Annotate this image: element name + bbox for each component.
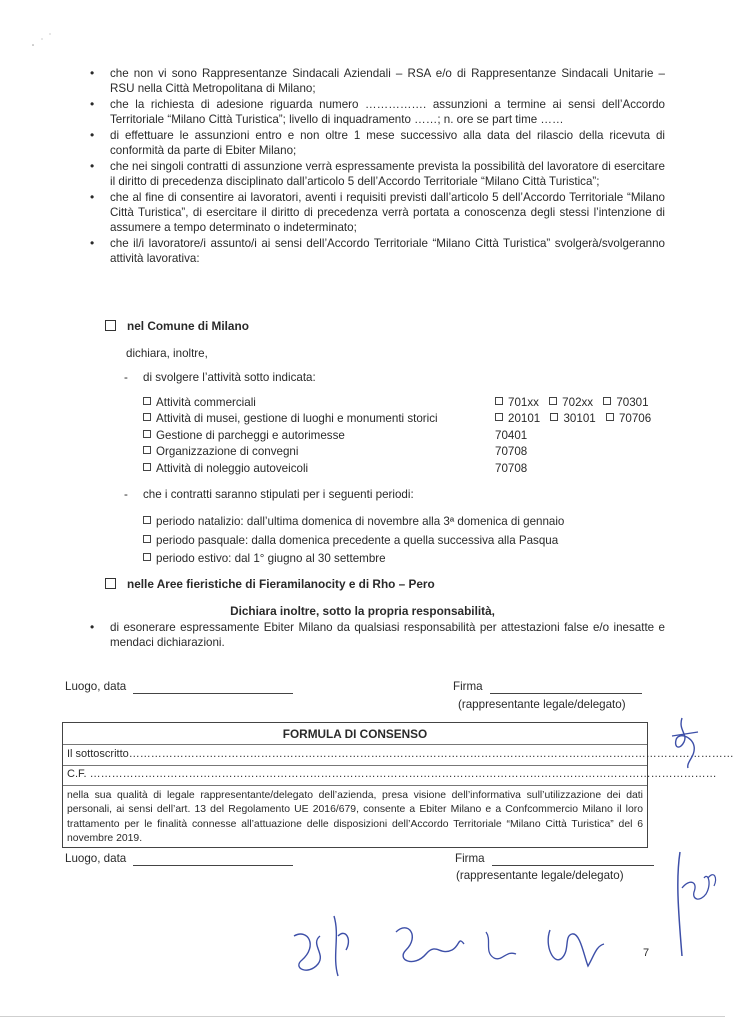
firma-label: Firma [455,852,485,865]
bullet-symbol: • [90,235,95,250]
responsabilita-heading: Dichiara inoltre, sotto la propria responsabilità, [230,604,495,618]
activity-checkbox[interactable] [143,413,151,421]
option-comune-milano[interactable] [105,319,249,333]
period-checkbox[interactable] [143,535,151,543]
activity-label: Attività di musei, gestione di luoghi e monumenti storici [156,412,438,426]
code-checkbox[interactable] [495,397,503,405]
bullet-item [90,190,665,236]
consent-title: FORMULA DI CONSENSO [282,727,428,741]
handwritten-initial-side [668,712,704,772]
luogo-data-line[interactable] [133,853,293,866]
bullet-text: di effettuare le assunzioni entro e non oltre 1 mese successivo alla data del rilascio della ricevuta di conformità da parte di Ebiter Milano; [110,128,665,158]
period-item [143,550,564,569]
dichiara-inoltre: dichiara, inoltre, [126,347,208,360]
bullet-item [90,620,665,650]
activity-row [143,395,663,411]
firma-field-2[interactable] [455,851,654,866]
bullet-symbol: • [90,66,95,80]
activity-code: 70708 [495,445,528,459]
bullet-symbol: • [90,127,95,142]
consent-text: nella sua qualità di legale rappresentante/delegato dell’azienda, presa visione dell’informativa sull’utilizzazione dei dati personali, ai sensi dell’art. 13 del Regolamento UE 2016/679, consente a Ebiter Milano e a Confcommercio Milano il loro trattamento per le finalità connesse all’attuazione delle disposizioni dell’Accordo Territoriale “Milano Città Turistica” del 6 novembre 2019. [67,790,643,844]
codice-fiscale-field[interactable]: C.F. ……………………………………………………………………………………………………………………………………………………… [67,768,717,780]
period-item [143,532,564,551]
code-checkbox[interactable] [550,413,558,421]
option-aree-fieristiche[interactable] [105,577,435,591]
bullet-item [90,159,665,189]
code-checkbox[interactable] [606,413,614,421]
activity-label: Attività di noleggio autoveicoli [156,461,309,475]
bullet-item [90,97,665,127]
option-aree-fieristiche-label: nelle Aree fieristiche di Fieramilanocity e di Rho – Pero [127,577,435,591]
firma-role: (rappresentante legale/delegato) [456,869,624,882]
option-comune-milano-label: nel Comune di Milano [127,319,249,333]
code-checkbox[interactable] [495,413,503,421]
activity-code: 30101 [563,412,596,426]
dash-bullet: - [124,488,128,501]
periods-intro: che i contratti saranno stipulati per i seguenti periodi: [143,488,414,501]
activity-row [143,444,663,460]
esonero-bullet [90,620,665,651]
luogo-data-field[interactable] [65,679,293,694]
bullet-text: che non vi sono Rappresentanze Sindacali Aziendali – RSA e/o di Rappresentanze Sindacali Unitarie – RSU nella Città Metropolitana di Milano; [110,67,665,96]
firma-line[interactable] [490,681,642,694]
activities-list [143,395,663,477]
bullet-text: che nei singoli contratti di assunzione verrà espressamente prevista la possibilità del lavoratore di esercitare il diritto di precedenza disciplinato dall’articolo 5 dell’Accordo Territoriale “Milano Città Turistica”; [110,159,665,188]
consent-divider [63,765,647,766]
checkbox-aree-fieristiche[interactable] [105,578,116,589]
bullet-symbol: • [90,96,95,111]
firma-line[interactable] [492,853,654,866]
luogo-data-label: Luogo, data [65,852,127,865]
code-checkbox[interactable] [603,397,611,405]
svolgere-intro: di svolgere l’attività sotto indicata: [143,371,316,384]
firma-field[interactable] [453,679,642,694]
firma-label: Firma [453,680,483,693]
period-item [143,513,564,532]
periods-list [143,513,564,569]
period-checkbox[interactable] [143,516,151,524]
firma-role: (rappresentante legale/delegato) [458,698,626,711]
code-checkbox[interactable] [549,397,557,405]
consent-divider [63,785,647,786]
bullet-symbol: • [90,620,95,634]
activity-code: 70708 [495,461,528,475]
consent-box [62,722,734,848]
sottoscritto-field[interactable]: Il sottoscritto………………………………………………………………………………………………………………………………………………… [67,748,734,760]
activity-code: 701xx [508,396,539,409]
activity-code: 70706 [618,412,652,426]
activity-checkbox[interactable] [143,463,151,471]
bullet-text: che al fine di consentire ai lavoratori, aventi i requisiti previsti dall’articolo 5 dell’Accordo Territoriale “Milano Città Turistica”, di esercitare il diritto di precedenza verrà portata a conoscenza degli stessi l’intenzione di assumere a tempo determinato o indeterminato; [110,190,665,235]
bullet-symbol: • [90,189,95,204]
activity-code: 702xx [562,396,594,409]
activity-label: Organizzazione di convegni [156,445,299,459]
activity-code: 20101 [508,412,541,426]
scan-edge [0,1016,725,1017]
luogo-data-label: Luogo, data [65,680,127,693]
activity-label: Gestione di parcheggi e autorimesse [156,428,345,442]
dash-bullet: - [124,371,128,384]
activity-checkbox[interactable] [143,397,151,405]
period-label: periodo natalizio: dall’ultima domenica di novembre alla 3ª domenica di gennaio [156,515,565,528]
luogo-data-line[interactable] [133,681,293,694]
activity-row [143,461,663,477]
checkbox-comune-milano[interactable] [105,320,116,331]
activity-row [143,428,663,444]
bullet-item [90,236,665,266]
page-number: 7 [643,947,650,959]
bullet-symbol: • [90,158,95,173]
activity-code: 70401 [495,428,528,442]
bullet-item [90,128,665,158]
period-label: periodo pasquale: dalla domenica precedente a quella successiva alla Pasqua [156,533,559,547]
luogo-data-field-2[interactable] [65,851,293,866]
bullet-item [90,66,665,96]
consent-divider [63,744,647,745]
period-label: periodo estivo: dal 1° giugno al 30 settembre [156,552,386,566]
bullet-text: che la richiesta di adesione riguarda numero ……………. assunzioni a termine ai sensi dell’Accordo Territoriale “Milano Città Turistica”; livello di inquadramento ……; n. ore se part time …… [110,97,665,127]
activity-code: 70301 [616,396,649,409]
declaration-bullets [90,66,665,267]
activity-checkbox[interactable] [143,446,151,454]
scan-specks [30,30,60,50]
bullet-text: che il/i lavoratore/i assunto/i ai sensi dell’Accordo Territoriale “Milano Città Turistica” svolgerà/svolgeranno attività lavorativa: [110,236,665,265]
bullet-text: di esonerare espressamente Ebiter Milano da qualsiasi responsabilità per attestazioni false e/o inesatte e mendaci dichiarazioni. [110,621,665,650]
handwritten-initials-bottom [288,906,618,986]
activity-label: Attività commerciali [156,396,256,409]
handwritten-signature-side [664,848,722,960]
activity-row [143,411,663,427]
activity-checkbox[interactable] [143,430,151,438]
period-checkbox[interactable] [143,553,151,561]
